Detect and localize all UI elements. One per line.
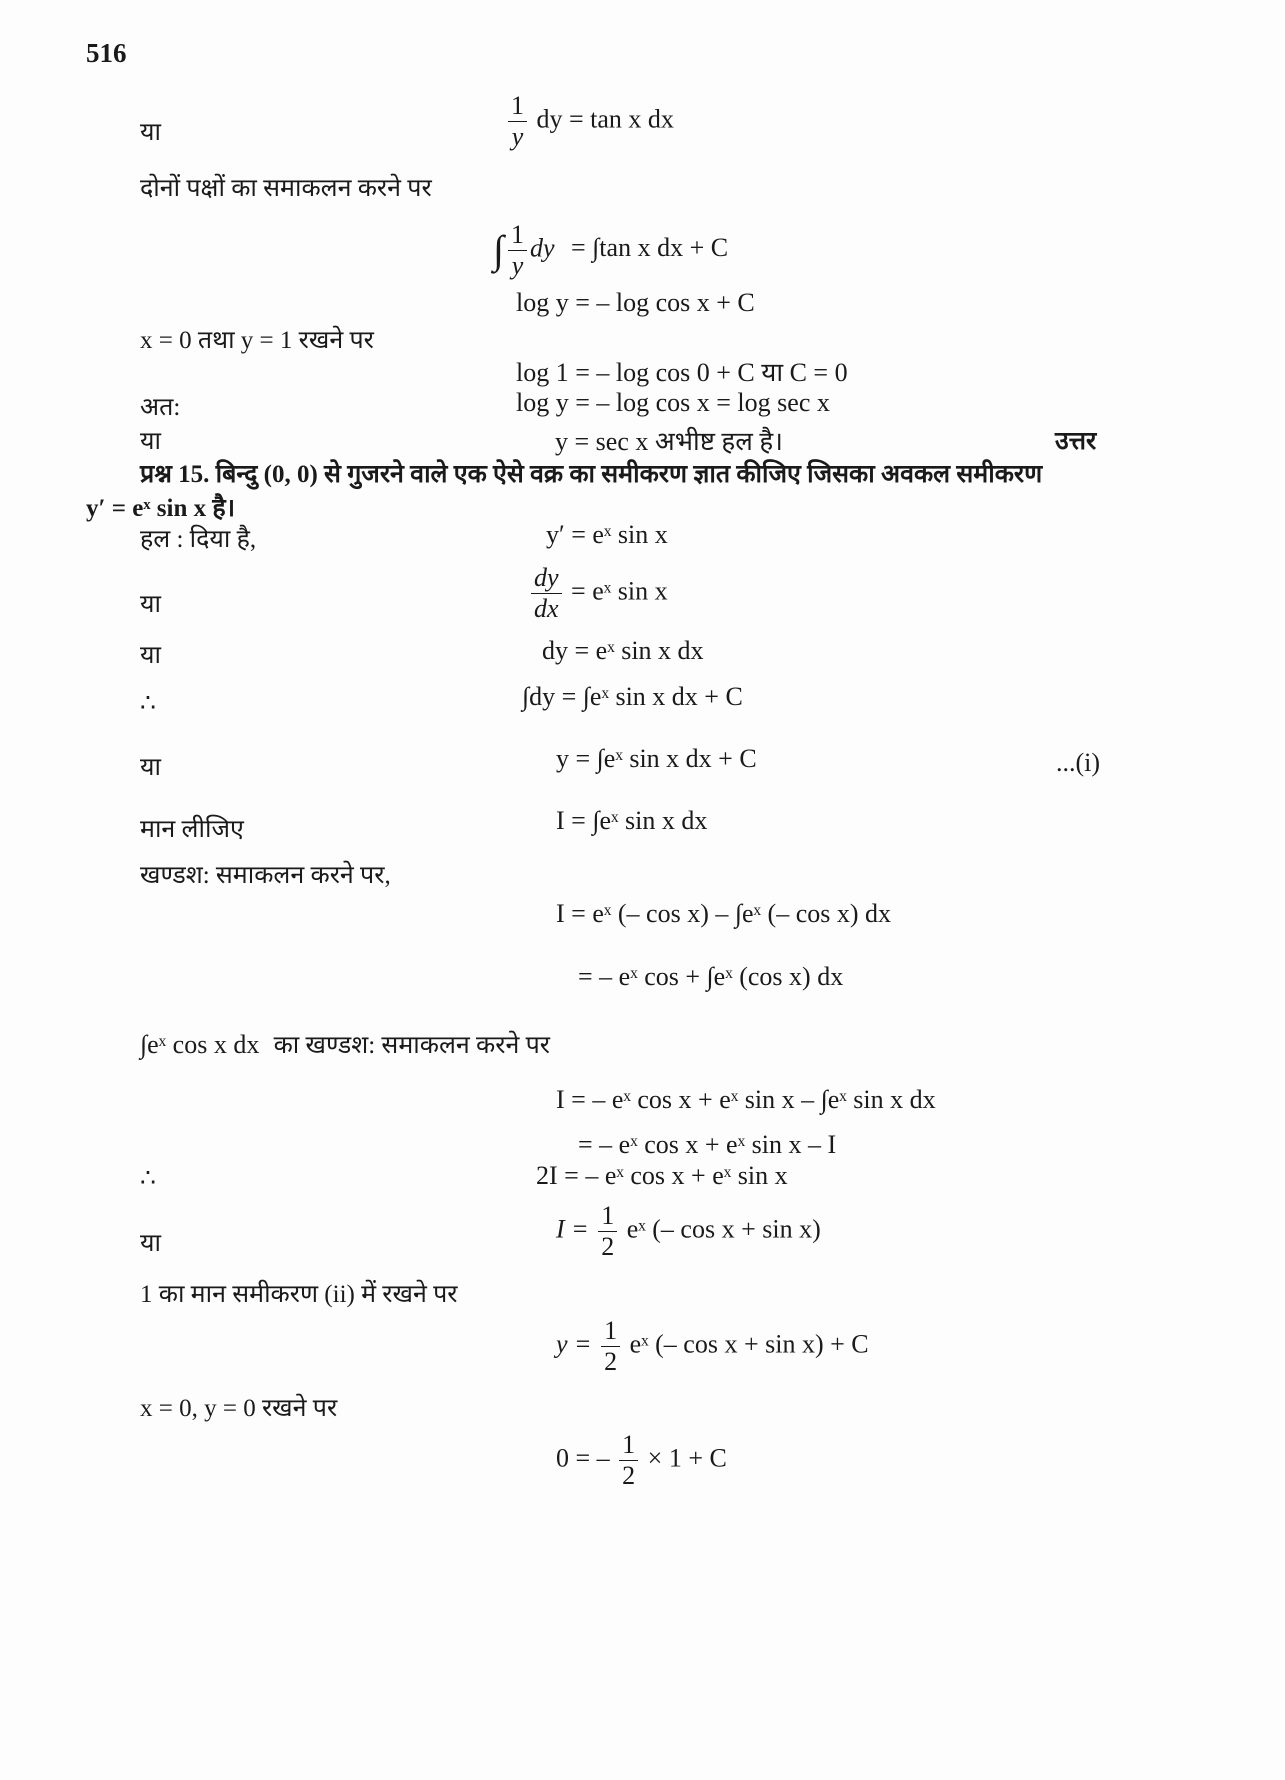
equation-text: × 1 + C: [647, 1443, 727, 1473]
integral-sign-icon: ∫: [493, 227, 504, 273]
equation-integral: [493, 222, 728, 279]
label-text: का खण्डश: समाकलन करने पर: [273, 1032, 550, 1059]
equation-constant: log 1 = – log cos 0 + C या C = 0: [516, 358, 848, 387]
text-let: मान लीजिए: [140, 816, 244, 843]
text-by-parts: खण्डश: समाकलन करने पर,: [140, 862, 391, 889]
equation-ref-i: ...(i): [1056, 748, 1101, 777]
equation-find-C: [556, 1432, 727, 1489]
fraction-denominator: y: [511, 251, 524, 280]
fraction-denominator: 2: [604, 1347, 618, 1376]
equation-by-parts-1: I = eˣ (– cos x) – ∫eˣ (– cos x) dx: [556, 899, 892, 928]
fraction-numerator: 1: [601, 1318, 620, 1347]
equation-text: eˣ (– cos x + sin x): [626, 1214, 821, 1244]
label-ya: या: [140, 754, 161, 781]
equation-text: dy = tan x dx: [536, 104, 674, 134]
equation-log-sec: log y = – log cos x = log sec x: [516, 388, 830, 417]
label-ya: या: [140, 1230, 161, 1257]
answer-label: उत्तर: [1055, 428, 1097, 455]
text-by-parts-cos: [140, 1027, 550, 1061]
label-ya: या: [140, 428, 161, 455]
equation-log: log y = – log cos x + C: [516, 288, 755, 317]
equation-text: I =: [556, 1214, 589, 1244]
label-atah: अत:: [140, 394, 181, 421]
equation-by-parts-4: = – eˣ cos x + eˣ sin x – I: [578, 1130, 837, 1159]
equation-text: y =: [556, 1329, 592, 1359]
equation-text: = ∫tan x dx + C: [571, 233, 729, 263]
equation-integrate-both: ∫dy = ∫eˣ sin x dx + C: [522, 682, 743, 711]
therefore-symbol: ∴: [140, 690, 156, 717]
text-substitute-I: 1 का मान समीकरण (ii) में रखने पर: [140, 1281, 458, 1308]
fraction-denominator: y: [511, 122, 524, 151]
equation-text: eˣ (– cos x + sin x) + C: [629, 1329, 869, 1359]
text-solution-given: हल : दिया है,: [140, 526, 257, 553]
fraction-numerator: 1: [619, 1432, 638, 1461]
text-substitute-x0-y0: x = 0, y = 0 रखने पर: [140, 1395, 338, 1422]
page-number: 516: [86, 38, 127, 68]
equation-general-solution: [556, 1318, 869, 1375]
equation-text: 0 = –: [556, 1443, 610, 1473]
equation-solution: y = sec x अभीष्ट हल है।: [555, 427, 784, 456]
therefore-symbol: ∴: [140, 1165, 156, 1192]
fraction-numerator: dy: [531, 565, 562, 594]
question-15-line1: प्रश्न 15. बिन्दु (0, 0) से गुजरने वाले एक ऐसे वक्र का समीकरण ज्ञात कीजिए जिसका अवकल समीकरण: [140, 461, 1043, 488]
equation-2I: 2I = – eˣ cos x + eˣ sin x: [536, 1161, 788, 1190]
equation-I-result: [556, 1203, 821, 1260]
equation-I-def: I = ∫eˣ sin x dx: [556, 806, 708, 835]
equation-given: y′ = eˣ sin x: [546, 520, 668, 549]
fraction-denominator: 2: [601, 1232, 615, 1261]
equation-text: ∫eˣ cos x dx: [140, 1030, 260, 1059]
fraction-numerator: 1: [508, 93, 527, 122]
fraction-denominator: 2: [622, 1461, 636, 1490]
equation-by-parts-2: = – eˣ cos + ∫eˣ (cos x) dx: [578, 962, 844, 991]
equation-derivative: [528, 565, 668, 622]
label-ya: या: [140, 642, 161, 669]
text-integrate-both-sides: दोनों पक्षों का समाकलन करने पर: [140, 175, 432, 202]
equation-text: = eˣ sin x: [571, 576, 668, 606]
equation-separated-2: dy = eˣ sin x dx: [542, 636, 704, 665]
question-15-line2: y′ = eˣ sin x है।: [86, 495, 236, 522]
fraction-denominator: dx: [534, 594, 559, 623]
equation-i: y = ∫eˣ sin x dx + C: [556, 744, 757, 773]
fraction-numerator: 1: [598, 1203, 617, 1232]
label-ya: या: [140, 119, 161, 146]
text-substitute-x0-y1: x = 0 तथा y = 1 रखने पर: [140, 327, 374, 354]
fraction-numerator: 1: [508, 222, 527, 251]
label-ya: या: [140, 591, 161, 618]
equation-by-parts-3: I = – eˣ cos x + eˣ sin x – ∫eˣ sin x dx: [556, 1085, 936, 1114]
equation-separated: [505, 93, 674, 150]
equation-text: dy: [529, 233, 555, 263]
